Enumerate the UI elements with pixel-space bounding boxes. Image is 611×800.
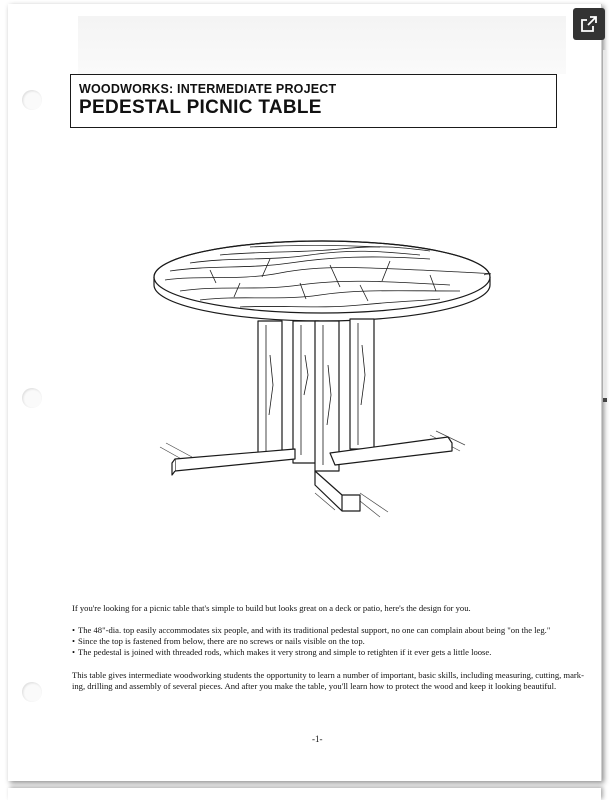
document-page [8, 4, 602, 781]
scrollbar-thumb[interactable] [603, 398, 607, 402]
pedestal-table-illustration [130, 225, 500, 525]
punch-hole [22, 682, 42, 702]
bullet-marker: • [72, 647, 76, 657]
open-in-new-window-button[interactable] [573, 8, 605, 40]
list-item [72, 636, 572, 647]
page-number: -1- [312, 734, 323, 744]
intro-paragraph: If you're looking for a picnic table that's simple to build but looks great on a deck or patio, here's the design for you. [72, 603, 471, 613]
bullet-marker: • [72, 625, 76, 635]
bullet-text: Since the top is fastened from below, there are no screws or nails visible on the top. [78, 636, 365, 646]
bullet-marker: • [72, 636, 76, 646]
closing-line: This table gives intermediate woodworking students the opportunity to learn a number of important, basic skills, including measuring, cutting, mark- [72, 670, 584, 680]
list-item [72, 647, 572, 658]
punch-hole [22, 388, 42, 408]
feature-bullet-list [72, 625, 572, 658]
open-in-new-icon [581, 16, 597, 32]
bullet-text: The 48"-dia. top easily accommodates six people, and with its traditional pedestal support, no one can complain about being "on the leg." [78, 625, 551, 635]
page-title: PEDESTAL PICNIC TABLE [79, 97, 322, 118]
next-page-edge [8, 788, 601, 800]
closing-line: ing, drilling and assembly of several pieces. And after you make the table, you'll learn how to protect the wood and keep it looking beautiful. [72, 681, 557, 691]
closing-paragraph [72, 670, 584, 692]
project-kicker: WOODWORKS: INTERMEDIATE PROJECT [79, 82, 337, 96]
punch-hole [22, 90, 42, 110]
page-header-shading [78, 16, 566, 74]
scrollbar-track[interactable] [603, 50, 606, 398]
bullet-text: The pedestal is joined with threaded rods, which makes it very strong and simple to retighten if it ever gets a little loose. [78, 647, 492, 657]
title-box [70, 74, 557, 128]
list-item [72, 625, 572, 636]
